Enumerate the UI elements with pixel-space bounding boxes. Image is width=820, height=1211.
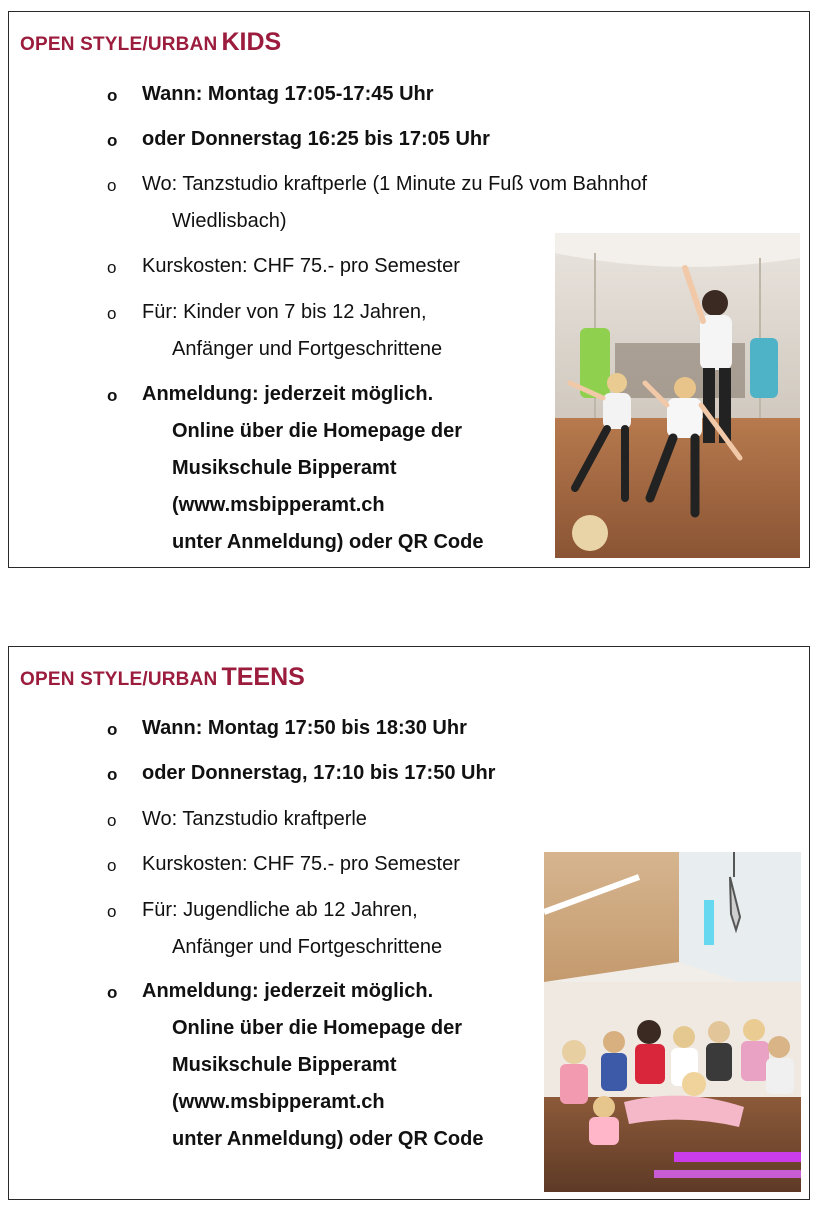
kids-title-prefix: OPEN STYLE/URBAN	[20, 34, 218, 55]
bullet-icon: o	[107, 131, 118, 150]
teens-title-prefix: OPEN STYLE/URBAN	[20, 669, 218, 690]
kids-item-kosten	[107, 248, 460, 285]
bullet-icon: o	[107, 720, 118, 739]
teens-anm-line-2: Online über die Homepage der	[172, 1017, 463, 1039]
kids-item-fuer	[107, 294, 443, 368]
kids-item-wann	[107, 76, 434, 113]
teens-group-photo-illustration	[544, 852, 801, 1192]
teens-anm-line-5: unter Anmeldung) oder QR Code	[172, 1128, 484, 1150]
teens-anm-line-4: (www.msbipperamt.ch	[172, 1091, 385, 1113]
bullet-icon: o	[107, 983, 118, 1002]
kids-course-card	[8, 11, 810, 568]
kids-dance-photo	[555, 233, 800, 558]
kids-fuer-line-2: Anfänger und Fortgeschrittene	[172, 338, 443, 360]
teens-fuer-line-2: Anfänger und Fortgeschrittene	[172, 936, 443, 958]
teens-group-photo	[544, 852, 801, 1192]
teens-anm-line-3: Musikschule Bipperamt	[172, 1054, 397, 1076]
kids-fuer-line-1: Für: Kinder von 7 bis 12 Jahren,	[142, 301, 427, 323]
kids-item-anmeldung	[107, 376, 484, 561]
bullet-icon: o	[107, 902, 117, 921]
teens-anm-line-1: Anmeldung: jederzeit möglich.	[142, 980, 434, 1002]
teens-item-oder	[107, 755, 496, 792]
kids-anm-line-5: unter Anmeldung) oder QR Code	[172, 531, 484, 553]
kids-dance-photo-illustration	[555, 233, 800, 558]
bullet-icon: o	[107, 258, 117, 277]
teens-oder-text: oder Donnerstag, 17:10 bis 17:50 Uhr	[142, 762, 496, 784]
kids-wo-line-1: Wo: Tanzstudio kraftperle (1 Minute zu Fuß vom Bahnhof	[142, 173, 648, 195]
bullet-icon: o	[107, 386, 118, 405]
teens-item-wo	[107, 801, 367, 838]
teens-title-suffix: TEENS	[221, 663, 305, 691]
kids-wo-line-2: Wiedlisbach)	[172, 210, 287, 232]
kids-oder-text: oder Donnerstag 16:25 bis 17:05 Uhr	[142, 128, 490, 150]
teens-item-fuer	[107, 892, 443, 966]
teens-item-anmeldung	[107, 973, 484, 1158]
teens-fuer-line-1: Für: Jugendliche ab 12 Jahren,	[142, 899, 418, 921]
kids-card-title	[20, 30, 281, 55]
teens-wann-text: Wann: Montag 17:50 bis 18:30 Uhr	[142, 717, 467, 739]
bullet-icon: o	[107, 765, 118, 784]
teens-course-card	[8, 646, 810, 1200]
bullet-icon: o	[107, 304, 117, 323]
teens-kosten-text: Kurskosten: CHF 75.- pro Semester	[142, 853, 460, 875]
bullet-icon: o	[107, 811, 117, 830]
bullet-icon: o	[107, 856, 117, 875]
kids-title-suffix: KIDS	[221, 28, 282, 56]
bullet-icon: o	[107, 86, 118, 105]
teens-item-wann	[107, 710, 467, 747]
teens-card-title	[20, 665, 305, 690]
kids-item-wo	[107, 166, 648, 240]
kids-anm-line-2: Online über die Homepage der	[172, 420, 463, 442]
teens-wo-text: Wo: Tanzstudio kraftperle	[142, 808, 367, 830]
kids-kosten-text: Kurskosten: CHF 75.- pro Semester	[142, 255, 460, 277]
bullet-icon: o	[107, 176, 117, 195]
kids-anm-line-4: (www.msbipperamt.ch	[172, 494, 385, 516]
kids-wann-text: Wann: Montag 17:05-17:45 Uhr	[142, 83, 434, 105]
teens-item-kosten	[107, 846, 460, 883]
kids-anm-line-3: Musikschule Bipperamt	[172, 457, 397, 479]
kids-item-oder	[107, 121, 490, 158]
kids-anm-line-1: Anmeldung: jederzeit möglich.	[142, 383, 434, 405]
